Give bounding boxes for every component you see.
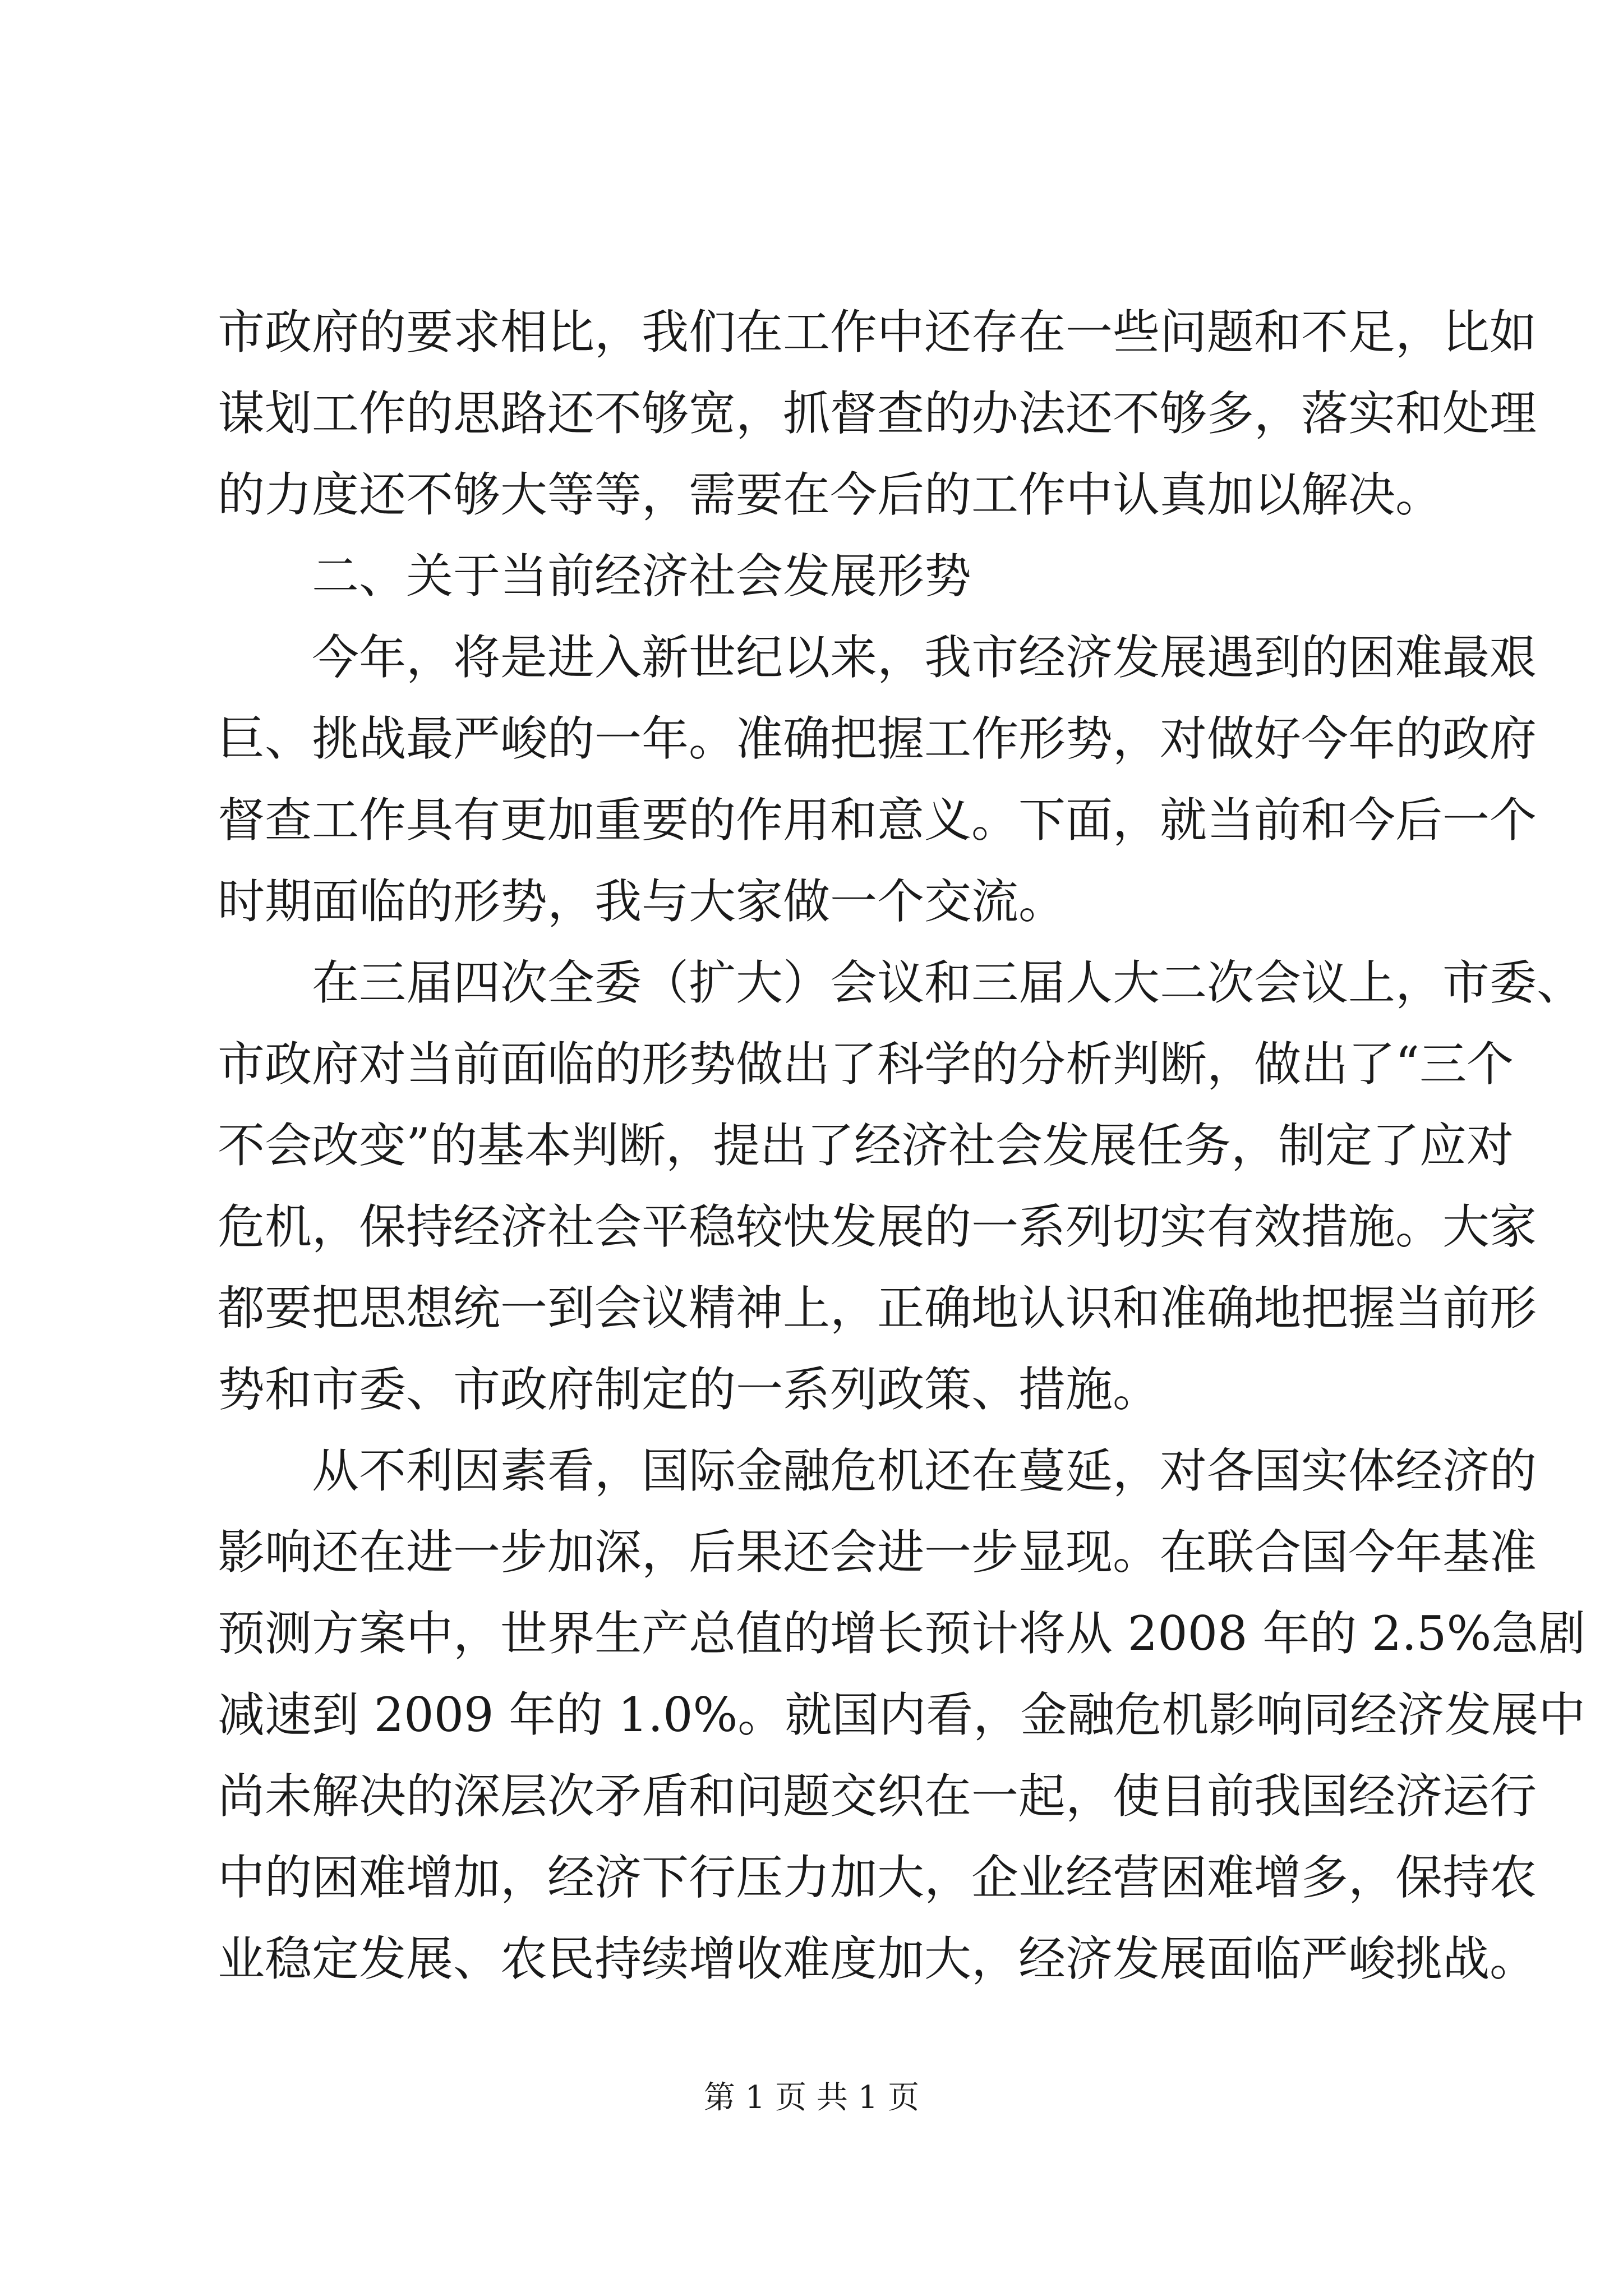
document-body — [218, 292, 1586, 2000]
page-number: 第 1 页 共 1 页 — [703, 2079, 920, 2116]
text-line: 影响还在进一步加深，后果还会进一步显现。在联合国今年基准 — [218, 1525, 1537, 1580]
text-line: 势和市委、市政府制定的一系列政策、措施。 — [218, 1362, 1160, 1417]
text-line: 的力度还不够大等等，需要在今后的工作中认真加以解决。 — [218, 467, 1443, 522]
text-line: 业稳定发展、农民持续增收难度加大，经济发展面临严峻挑战。 — [218, 1931, 1537, 1986]
section-heading: 二、关于当前经济社会发展形势 — [312, 549, 972, 604]
text-line: 都要把思想统一到会议精神上，正确地认识和准确地把握当前形 — [218, 1281, 1537, 1336]
text-line: 从不利因素看，国际金融危机还在蔓延，对各国实体经济的 — [312, 1443, 1537, 1498]
text-line: 市政府对当前面临的形势做出了科学的分析判断，做出了“三个 — [218, 1037, 1514, 1092]
text-line: 在三届四次全委（扩大）会议和三届人大二次会议上，市委、 — [312, 955, 1584, 1010]
text-line: 谋划工作的思路还不够宽，抓督查的办法还不够多，落实和处理 — [218, 386, 1537, 441]
text-line: 巨、挑战最严峻的一年。准确把握工作形势，对做好今年的政府 — [218, 711, 1537, 766]
text-line: 中的困难增加，经济下行压力加大，企业经营困难增多，保持农 — [218, 1850, 1537, 1905]
text-line: 不会改变”的基本判断，提出了经济社会发展任务，制定了应对 — [218, 1118, 1514, 1173]
text-line: 尚未解决的深层次矛盾和问题交织在一起，使目前我国经济运行 — [218, 1769, 1537, 1824]
text-line: 危机，保持经济社会平稳较快发展的一系列切实有效措施。大家 — [218, 1199, 1537, 1254]
text-line: 市政府的要求相比，我们在工作中还存在一些问题和不足，比如 — [218, 305, 1537, 360]
text-line: 督查工作具有更加重要的作用和意义。下面，就当前和今后一个 — [218, 793, 1537, 848]
text-line: 预测方案中，世界生产总值的增长预计将从 2008 年的 2.5%急剧 — [218, 1606, 1586, 1661]
text-line: 今年，将是进入新世纪以来，我市经济发展遇到的困难最艰 — [312, 630, 1537, 685]
text-line: 减速到 2009 年的 1.0%。就国内看，金融危机影响同经济发展中 — [218, 1687, 1586, 1742]
text-line: 时期面临的形势，我与大家做一个交流。 — [218, 874, 1066, 929]
page-footer — [0, 2076, 1623, 2120]
